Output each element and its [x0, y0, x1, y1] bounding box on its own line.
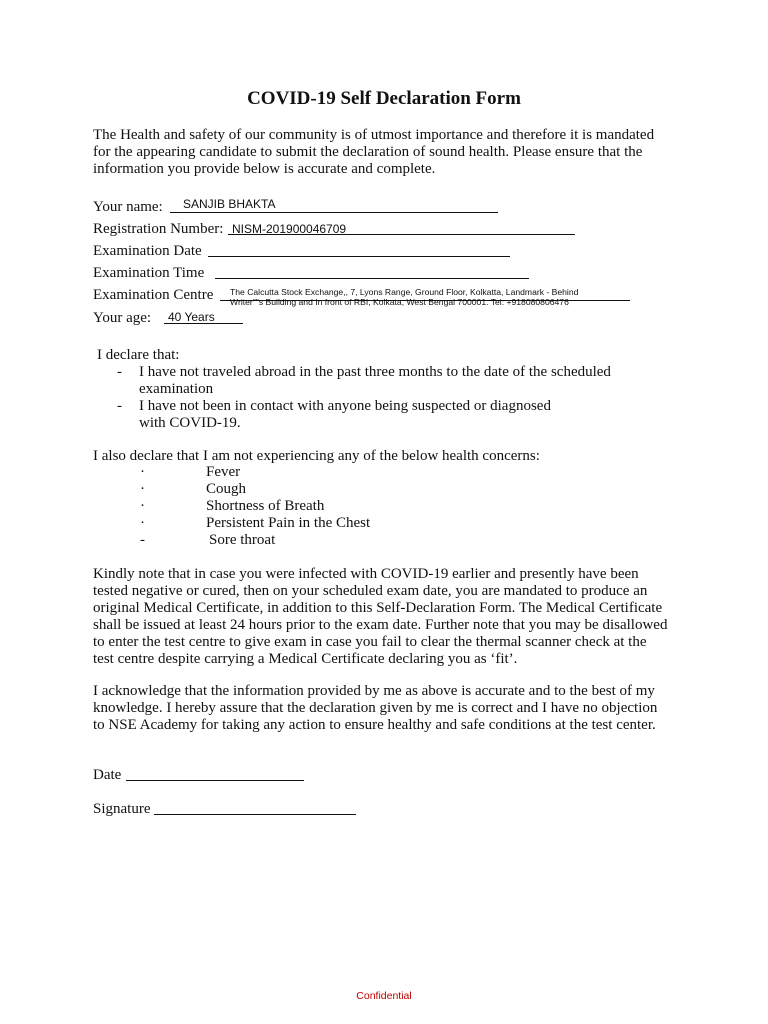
- form-title: COVID-19 Self Declaration Form: [247, 88, 521, 109]
- exam-date-underline: [208, 256, 510, 257]
- health-item-breath: Shortness of Breath: [206, 498, 325, 514]
- health-bullet: -: [140, 532, 145, 548]
- declare-item-2-line2: with COVID-19.: [139, 415, 241, 431]
- name-label: Your name:: [93, 199, 163, 215]
- ack-line: knowledge. I hereby assure that the declaration given by me is correct and I have no objection: [93, 700, 658, 716]
- health-bullet: ·: [140, 498, 145, 514]
- name-value: SANJIB BHAKTA: [183, 197, 276, 211]
- health-item-throat: Sore throat: [209, 532, 276, 548]
- exam-centre-value-line2: Writer""s Building and In front of RBI, Kolkata, West Bengal 700001. Tel: +918080806476: [230, 297, 569, 307]
- declare-heading: I declare that:: [97, 347, 180, 363]
- age-value: 40 Years: [168, 310, 215, 324]
- health-item-fever: Fever: [206, 464, 241, 480]
- signature-underline: [154, 814, 356, 815]
- health-heading: I also declare that I am not experiencing any of the below health concerns:: [93, 448, 540, 464]
- date-underline: [126, 780, 304, 781]
- note-line: test centre despite carrying a Medical Certificate declaring you as ‘fit’.: [93, 651, 518, 667]
- intro-line: for the appearing candidate to submit the declaration of sound health. Please ensure that the: [93, 144, 643, 160]
- exam-date-label: Examination Date: [93, 243, 202, 259]
- registration-value: NISM-201900046709: [232, 222, 347, 236]
- exam-time-underline: [215, 278, 529, 279]
- ack-line: to NSE Academy for taking any action to ensure healthy and safe conditions at the test center.: [93, 717, 656, 733]
- health-bullet: ·: [140, 515, 145, 531]
- exam-centre-label: Examination Centre: [93, 287, 214, 303]
- intro-line: The Health and safety of our community is of utmost importance and therefore it is mandated: [93, 127, 655, 143]
- note-line: shall be issued at least 24 hours prior to the exam date. Further note that you may be disallowed: [93, 617, 668, 633]
- exam-time-label: Examination Time: [93, 265, 205, 281]
- health-bullet: ·: [140, 464, 145, 480]
- exam-centre-value-line1: The Calcutta Stock Exchange,, 7, Lyons Range, Ground Floor, Kolkatta, Landmark - Behind: [230, 287, 579, 297]
- confidential-footer: Confidential: [356, 990, 412, 1002]
- declare-item-1-line2: examination: [139, 381, 214, 397]
- signature-label: Signature: [93, 801, 151, 817]
- health-bullet: ·: [140, 481, 145, 497]
- note-line: original Medical Certificate, in addition to this Self-Declaration Form. The Medical Certificate: [93, 600, 663, 616]
- declare-dash: -: [117, 364, 122, 380]
- note-line: tested negative or cured, then on your scheduled exam date, you are mandated to produce an: [93, 583, 648, 599]
- age-label: Your age:: [93, 310, 152, 326]
- declare-dash: -: [117, 398, 122, 414]
- declare-item-2-line1: I have not been in contact with anyone being suspected or diagnosed: [139, 398, 551, 414]
- name-underline: [170, 212, 498, 213]
- note-line: to enter the test centre to give exam in case you fail to clear the thermal scanner check at the: [93, 634, 647, 650]
- declare-item-1-line1: I have not traveled abroad in the past three months to the date of the scheduled: [139, 364, 611, 380]
- note-line: Kindly note that in case you were infected with COVID-19 earlier and presently have been: [93, 566, 639, 582]
- health-item-cough: Cough: [206, 481, 247, 497]
- registration-label: Registration Number:: [93, 221, 224, 237]
- health-item-chest: Persistent Pain in the Chest: [206, 515, 371, 531]
- date-label: Date: [93, 767, 122, 783]
- ack-line: I acknowledge that the information provided by me as above is accurate and to the best of my: [93, 683, 655, 699]
- intro-line: information you provide below is accurate and complete.: [93, 161, 436, 177]
